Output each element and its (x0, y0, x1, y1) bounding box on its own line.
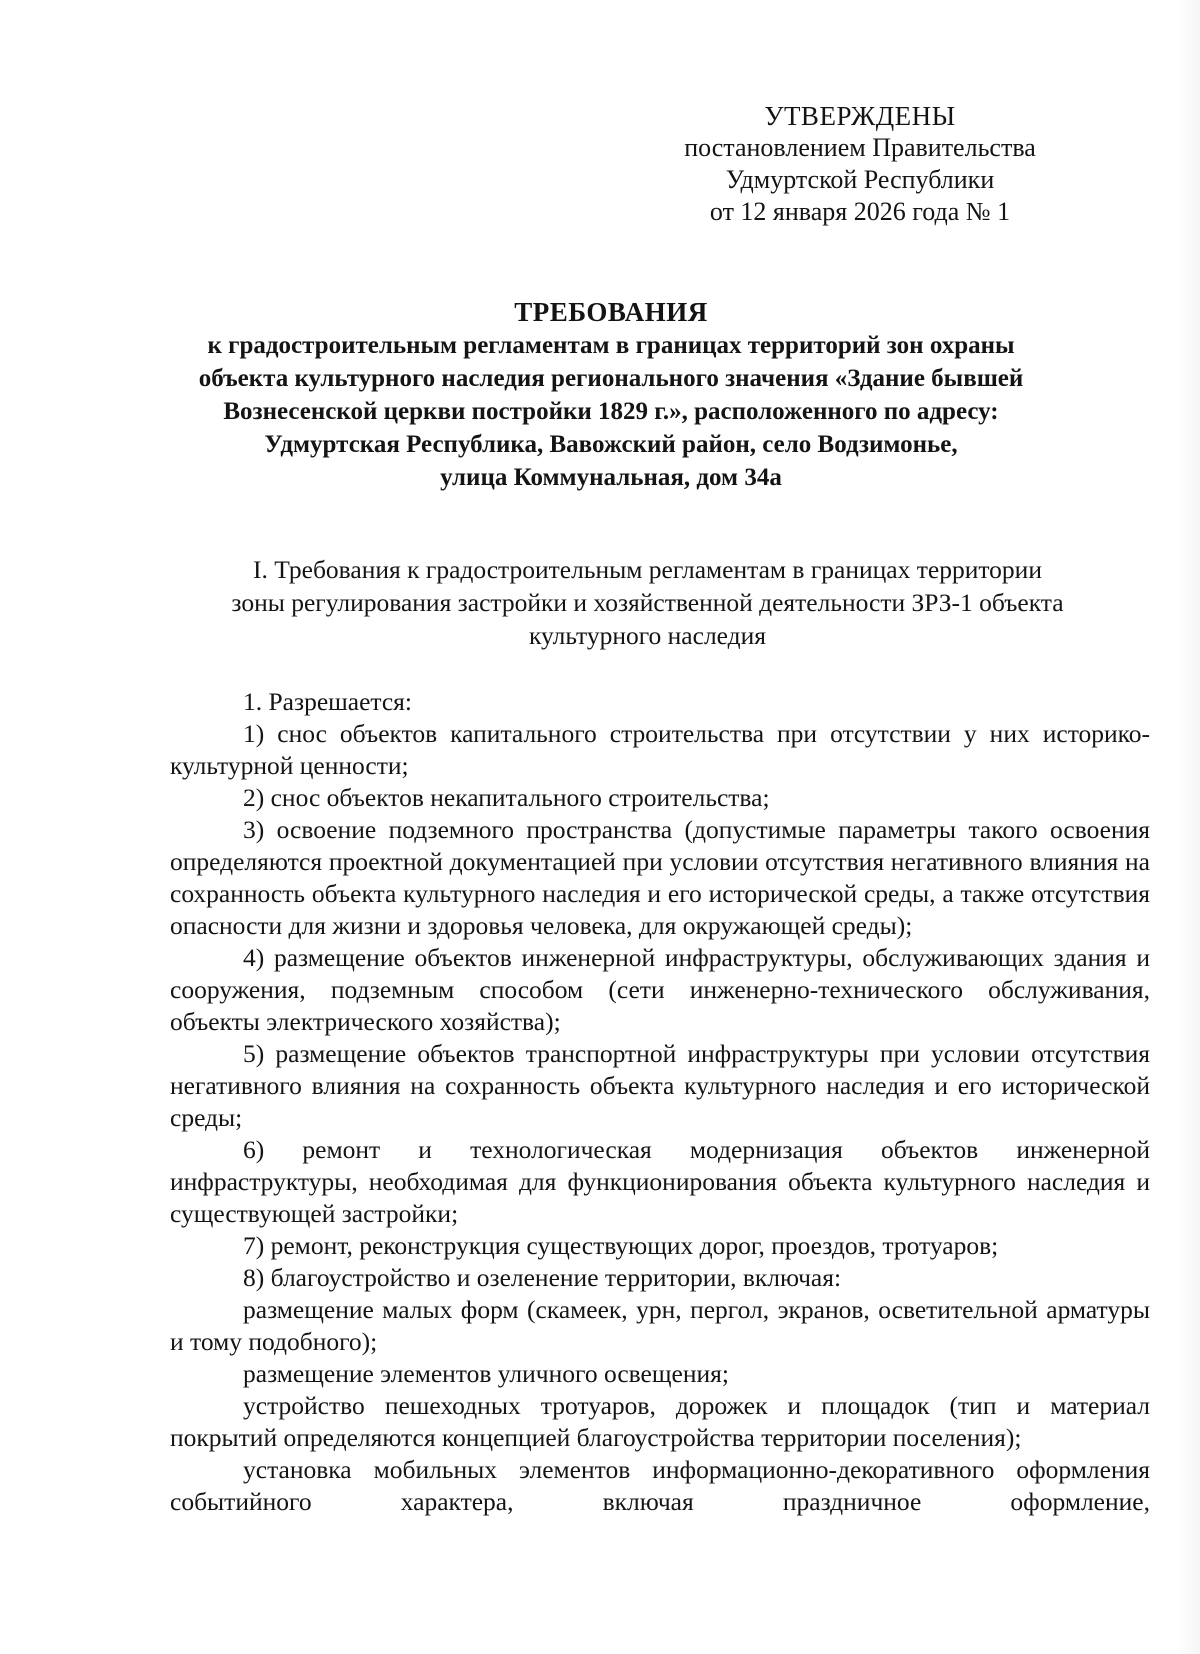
sub-item-street-lighting: размещение элементов уличного освещения; (243, 1359, 729, 1388)
document-body (170, 686, 1150, 1518)
list-item-7: 7) ремонт, реконструкция существующих дорог, проездов, тротуаров; (243, 1231, 999, 1260)
title-line-3: Вознесенской церкви постройки 1829 г.», расположенного по адресу: (223, 398, 999, 425)
title-line-1: к градостроительным регламентам в границах территорий зон охраны (207, 332, 1015, 359)
scan-shadow-edge (1176, 0, 1200, 1654)
approval-date-number: от 12 января 2026 года № 1 (709, 197, 1011, 226)
title-line-2: объекта культурного наследия регионального значения «Здание бывшей (198, 365, 1024, 392)
title-line-5: улица Коммунальная, дом 34а (440, 464, 782, 491)
approval-issuer: постановлением Правительства (684, 133, 1036, 162)
sub-item-walkways: устройство пешеходных тротуаров, дорожек и площадок (тип и материал покрытий определяются концепцией благоустройства территории поселения); (170, 1391, 1150, 1452)
list-item-8: 8) благоустройство и озеленение территории, включая: (243, 1263, 842, 1292)
list-item-5: 5) размещение объектов транспортной инфраструктуры при условии отсутствия негативного влияния на сохранность объекта культурного наследия и его исторической среды; (170, 1039, 1150, 1132)
section-heading (180, 553, 1115, 652)
sub-item-mobile-elements: установка мобильных элементов информационно-декоративного оформления событийного характера, включая праздничное оформление, (170, 1455, 1150, 1516)
list-item-2: 2) снос объектов некапитального строительства; (243, 783, 770, 812)
approval-region: Удмуртской Республики (725, 165, 995, 194)
section-heading-line-3: культурного наследия (528, 621, 767, 650)
title-line-4: Удмуртская Республика, Вавожский район, село Водзимонье, (264, 431, 958, 458)
list-item-6: 6) ремонт и технологическая модернизация объектов инженерной инфраструктуры, необходимая для функционирования объекта культурного наследия и существующей застройки; (170, 1135, 1150, 1228)
section-heading-line-2: зоны регулирования застройки и хозяйственной деятельности ЗРЗ-1 объекта (231, 588, 1064, 617)
list-item-1: 1) снос объектов капитального строительства при отсутствии у них историко-культурной ценности; (170, 719, 1150, 780)
sub-item-small-forms: размещение малых форм (скамеек, урн, пергол, экранов, осветительной арматуры и тому подобного); (170, 1295, 1150, 1356)
list-item-4: 4) размещение объектов инженерной инфраструктуры, обслуживающих здания и сооружения, подземным способом (сети инженерно-технического обслуживания, объекты электрического хозяйства); (170, 943, 1150, 1036)
document-title: ТРЕБОВАНИЯ (514, 297, 708, 327)
document-title-block (150, 296, 1072, 494)
approved-heading: УТВЕРЖДЕНЫ (764, 101, 956, 131)
clause-intro: 1. Разрешается: (243, 687, 412, 716)
approval-stamp-block (660, 100, 1060, 228)
list-item-3: 3) освоение подземного пространства (допустимые параметры такого освоения определяются проектной документацией при условии отсутствия негативного влияния на сохранность объекта культурного наследия и его исторической среды, а также отсутствия опасности для жизни и здоровья человека, для окружающей среды); (170, 815, 1150, 940)
section-heading-line-1: I. Требования к градостроительным регламентам в границах территории (253, 555, 1042, 584)
